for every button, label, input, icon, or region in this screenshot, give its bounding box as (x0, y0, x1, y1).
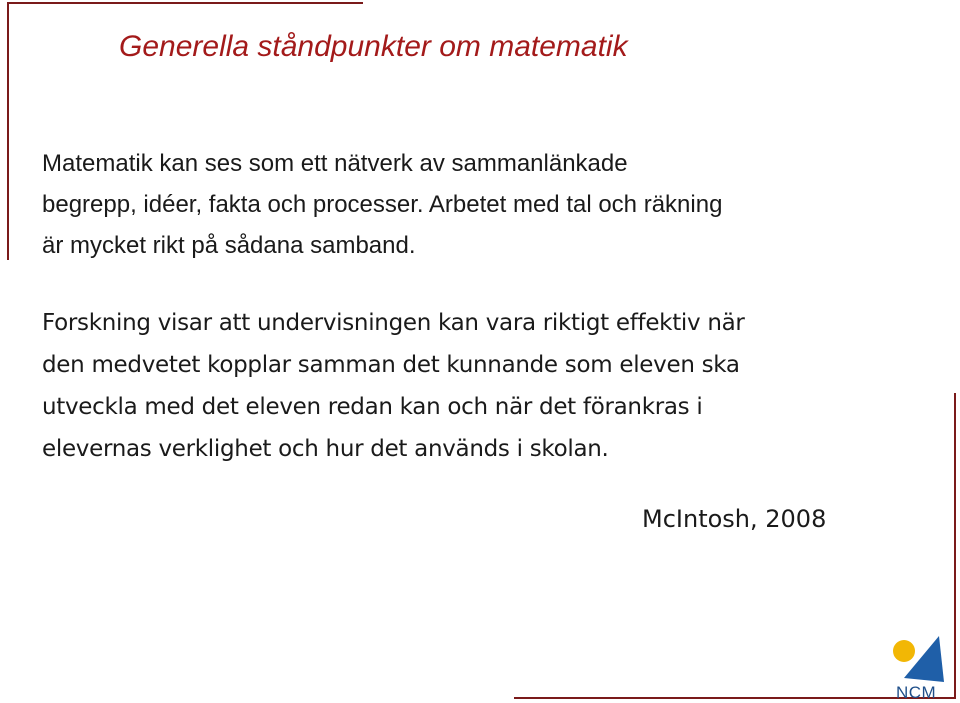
citation: McIntosh, 2008 (642, 505, 827, 533)
ncm-logo-icon (890, 632, 948, 702)
paragraph-research-line: utveckla med det eleven redan kan och när det förankras i (42, 394, 703, 420)
paragraph-intro (42, 143, 722, 266)
paragraph-intro-line: begrepp, idéer, fakta och processer. Arbetet med tal och räkning (42, 191, 723, 218)
logo-sun-circle (893, 640, 915, 662)
frame-right-line (954, 393, 956, 699)
frame-left-line (7, 2, 9, 260)
paragraph-intro-line: är mycket rikt på sådana samband. (42, 232, 416, 259)
paragraph-research-line: Forskning visar att undervisningen kan vara riktigt effektiv när (42, 310, 745, 336)
paragraph-research-line: den medvetet kopplar samman det kunnande som eleven ska (42, 352, 740, 378)
frame-top-line (7, 2, 363, 4)
paragraph-intro-line: Matematik kan ses som ett nätverk av sammanlänkade (42, 150, 628, 177)
logo-text: NCM (896, 683, 937, 702)
slide-title: Generella ståndpunkter om matematik (119, 30, 628, 63)
paragraph-research-line: elevernas verklighet och hur det används i skolan. (42, 436, 609, 462)
paragraph-research (42, 302, 745, 470)
